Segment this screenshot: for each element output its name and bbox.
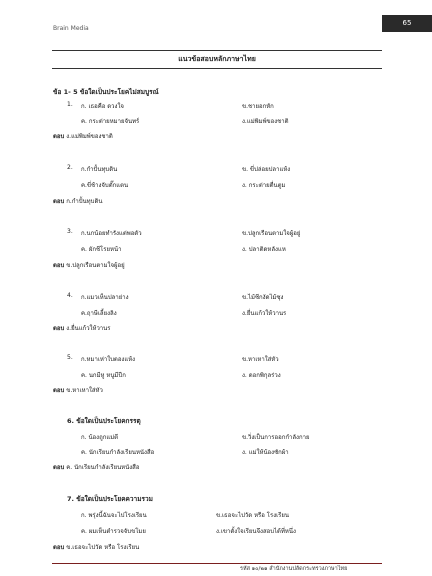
- answer-label: ตอบ: [53, 133, 65, 140]
- brand-label: Brain Media: [53, 25, 89, 32]
- q1-option-a: ก. เธอคือ ดวงใจ: [81, 103, 124, 110]
- q5-answer: [53, 385, 103, 395]
- answer-label: ตอบ: [53, 262, 65, 269]
- q1-option-b: ข.ชายอกหัก: [242, 103, 274, 110]
- q2-option-c: ค.ขี่ช้างจับตั๊กแตน: [81, 182, 129, 189]
- q7-option-b: ข.เธอจะไปวัด หรือ โรงเรียน: [216, 512, 290, 519]
- title-bottom-rule: [52, 68, 382, 69]
- footer-rule: [52, 563, 382, 564]
- q4-option-d: ง.ยื่นแก้วให้วานร: [242, 310, 287, 317]
- q7-option-d: ง.เขาตั้งใจเรียนจึงสอบได้ที่หนึ่ง: [216, 528, 296, 535]
- q6-option-a: ก. น้องถูกแม่ตี: [81, 434, 119, 441]
- q2-answer: [53, 196, 102, 206]
- answer-label: ตอบ: [53, 464, 65, 471]
- q4-answer-text: ง.ยื่นแก้วให้วานร: [66, 325, 111, 332]
- q3-option-c: ค. ผักชีโรยหน้า: [81, 246, 122, 253]
- q3-option-b: ข.ปลูกเรือนตามใจผู้อยู่: [242, 230, 301, 237]
- page-title: แนวข้อสอบหลักภาษาไทย: [178, 55, 256, 63]
- q6-answer: [53, 462, 139, 472]
- q4-number: 4.: [67, 292, 73, 299]
- answer-label: ตอบ: [53, 387, 65, 394]
- q6-option-c: ค. นักเรียนกำลังเรียนหนังสือ: [81, 449, 155, 456]
- q3-answer-text: ข.ปลูกเรือนตามใจผู้อยู่: [66, 262, 125, 269]
- q7-answer: [53, 542, 139, 552]
- q1-option-d: ง.แม่พิมพ์ของชาติ: [242, 118, 289, 125]
- q2-answer-text: ก.กำปั้นทุบดิน: [66, 198, 103, 205]
- q4-answer: [53, 323, 111, 333]
- q3-number: 3.: [67, 228, 73, 235]
- q3-option-d: ง. ปลาติดหลังแห: [242, 246, 286, 253]
- title-top-rule: [52, 50, 382, 51]
- q5-option-b: ข.หาเหาใส่หัว: [242, 356, 279, 363]
- q5-answer-text: ข.หาเหาใส่หัว: [66, 387, 103, 394]
- answer-label: ตอบ: [53, 198, 65, 205]
- q7-heading: 7. ข้อใดเป็นประโยคความรวม: [67, 495, 153, 503]
- q6-option-b: ข.วิ่งเป็นการออกกำลังกาย: [242, 434, 310, 441]
- q5-option-d: ง. ดอกพิกุลร่วง: [242, 372, 281, 379]
- q2-option-d: ง. กระต่ายตื่นตูม: [242, 182, 286, 189]
- answer-label: ตอบ: [53, 325, 65, 332]
- q5-option-a: ก.หมาเห่าใบตองแห้ง: [81, 356, 136, 363]
- q6-answer-text: ค. นักเรียนกำลังเรียนหนังสือ: [66, 464, 140, 471]
- q5-option-c: ค. นกมีหู หนูมีปีก: [81, 372, 126, 379]
- q4-option-c: ค.ฤาษีเลี้ยงลิง: [81, 310, 117, 317]
- page-number-badge: 65: [382, 15, 432, 32]
- q6-option-d: ง. แม่ให้น้องซักผ้า: [242, 449, 289, 456]
- q3-option-a: ก.นกน้อยทำรังแต่พอตัว: [81, 230, 142, 237]
- q7-option-a: ก. พรุ่งนี้ฉันจะไปโรงเรียน: [81, 512, 147, 519]
- q2-number: 2.: [67, 164, 73, 171]
- q4-option-a: ก.แมวเห็นปลาย่าง: [81, 294, 129, 301]
- q7-option-c: ค. ผมเห็นตำรวจจับขโมย: [81, 528, 146, 535]
- q1-answer-text: ง.แม่พิมพ์ของชาติ: [66, 133, 113, 140]
- q7-answer-text: ข.เธอจะไปวัด หรือ โรงเรียน: [66, 544, 140, 551]
- section-heading: ข้อ 1- 5 ข้อใดเป็นประโยคไม่สมบูรณ์: [53, 88, 159, 96]
- q1-answer: [53, 131, 113, 141]
- q5-number: 5.: [67, 354, 73, 361]
- q2-option-a: ก.กำปั้นทุบดิน: [81, 166, 118, 173]
- q1-number: 1.: [67, 101, 73, 108]
- q2-option-b: ข. ขี่ปล่อยปลาแห้ง: [242, 166, 291, 173]
- answer-label: ตอบ: [53, 544, 65, 551]
- q3-answer: [53, 260, 125, 270]
- q1-option-c: ค. กระต่ายหมายจันทร์: [81, 118, 140, 125]
- q6-heading: 6. ข้อใดเป็นประโยคกรรตุ: [67, 417, 141, 425]
- q4-option-b: ข.ไม้ซีกงัดไม้ซุง: [242, 294, 284, 301]
- page-footer: รหัส ๑๐/๒๑ สำนักงานปลัดกระทรวงภาษาไทย: [240, 566, 348, 572]
